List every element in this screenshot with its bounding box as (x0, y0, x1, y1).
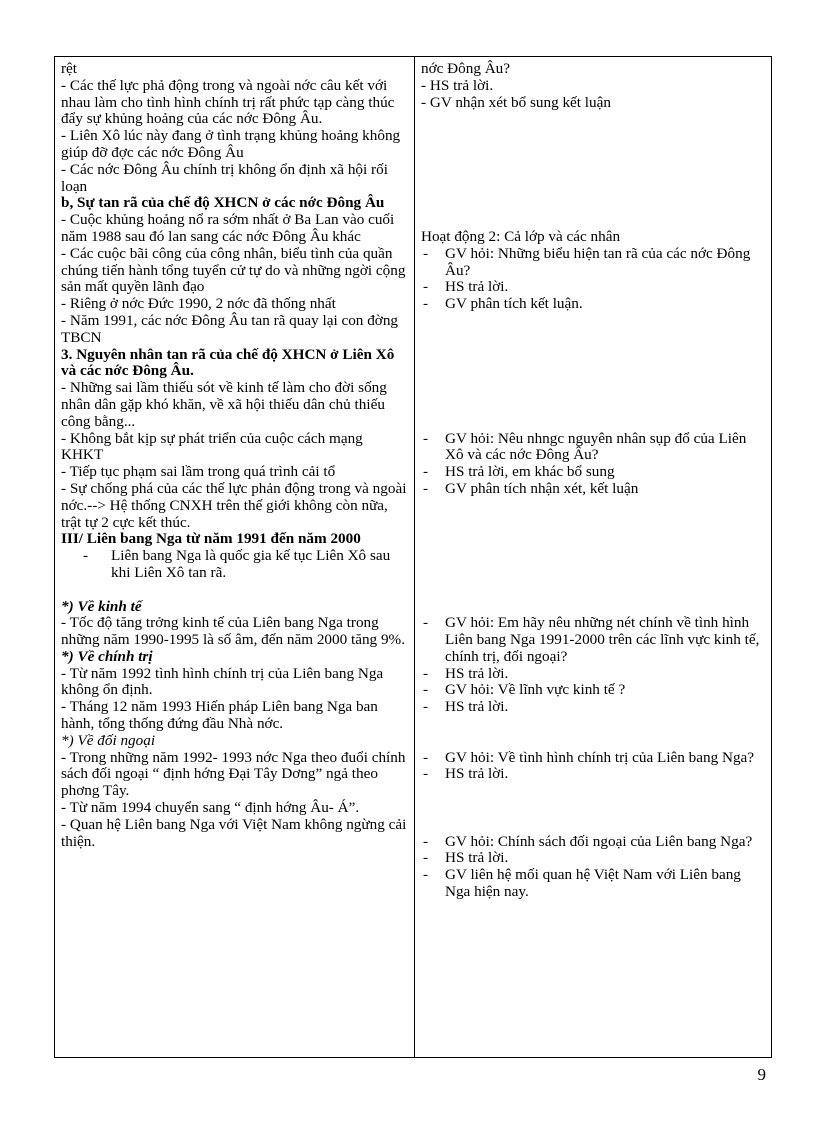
text-line: Hoạt động 2: Cả lớp và các nhân (421, 227, 621, 245)
spacer (421, 515, 767, 532)
subsection-heading: *) Về đối ngoại (61, 731, 156, 749)
bullet-text: GV hỏi: Em hãy nêu những nét chính về tình hình Liên bang Nga 1991-2000 trên các lĩnh vực kinh tế, chính trị, đối ngoại? (445, 614, 760, 665)
text-line: - Riêng ở nớc Đức 1990, 2 nớc đã thống nhất (61, 295, 336, 313)
spacer (421, 397, 767, 414)
bullet-item (421, 850, 767, 867)
dash-marker: - (423, 244, 429, 262)
bullet-text: GV hỏi: Những biểu hiện tan rã của các nớc Đông Âu? (445, 244, 751, 279)
bullet-item (421, 666, 767, 683)
bullet-text: HS trả lời. (445, 849, 509, 867)
bullet-item (421, 481, 767, 498)
spacer (421, 347, 767, 364)
text-line: - Từ năm 1992 tình hình chính trị của Liên bang Nga không ổn định. (61, 664, 384, 699)
spacer (421, 783, 767, 800)
bullet-text: HS trả lời. (445, 278, 509, 296)
spacer (421, 179, 767, 196)
content-column (61, 61, 407, 850)
spacer (421, 733, 767, 750)
section-heading: III/ Liên bang Nga từ năm 1991 đến năm 2000 (61, 530, 361, 548)
spacer (421, 145, 767, 162)
bullet-text: GV liên hệ mối quan hệ Việt Nam với Liên bang Nga hiện nay. (445, 866, 741, 901)
bullet-item (61, 548, 407, 582)
bullet-item (421, 296, 767, 313)
page-number: 9 (757, 1065, 766, 1084)
bullet-item (421, 682, 767, 699)
spacer (421, 363, 767, 380)
spacer (421, 800, 767, 817)
bullet-item (421, 431, 767, 465)
dash-marker: - (423, 866, 429, 884)
bullet-text: GV hỏi: Chính sách đối ngoại của Liên bang Nga? (445, 832, 753, 850)
spacer (421, 414, 767, 431)
dash-marker: - (423, 295, 429, 313)
spacer (421, 212, 767, 229)
section-heading: b, Sự tan rã của chế độ XHCN ở các nớc Đông Âu (61, 194, 385, 212)
bullet-item (421, 867, 767, 901)
text-line: - Sự chống phá của các thế lực phản động trong và ngoài nớc.--> Hệ thống CNXH trên thế giới không còn nữa, trật tự 2 cực kết thúc. (61, 479, 407, 531)
dash-marker: - (423, 479, 429, 497)
spacer (421, 128, 767, 145)
bullet-item (421, 834, 767, 851)
spacer (421, 599, 767, 616)
spacer (421, 380, 767, 397)
spacer (61, 582, 407, 599)
spacer (421, 548, 767, 565)
bullet-text: GV hỏi: Nêu nhngc nguyên nhân sụp đổ của Liên Xô và các nớc Đông Âu? (445, 429, 747, 464)
bullet-text: HS trả lời, em khác bổ sung (445, 463, 615, 481)
spacer (421, 565, 767, 582)
dash-marker: - (423, 849, 429, 867)
dash-marker: - (423, 463, 429, 481)
text-line: - Các cuộc bãi công của công nhân, biểu tình của quần chúng tiến hành tổng tuyển cử tự do và những ngời cộng sản mất quyền lãnh đạo (61, 244, 406, 296)
activity-column (421, 61, 767, 901)
bullet-item (421, 766, 767, 783)
spacer (421, 531, 767, 548)
text-line: - Tiếp tục phạm sai lầm trong quá trình cải tổ (61, 463, 336, 481)
subsection-heading: *) Về kinh tế (61, 597, 142, 615)
bullet-item (421, 279, 767, 296)
bullet-text: GV hỏi: Về tình hình chính trị của Liên bang Nga? (445, 748, 755, 766)
dash-marker: - (423, 698, 429, 716)
text-line: - Quan hệ Liên bang Nga với Việt Nam không ngừng cải thiện. (61, 815, 407, 850)
spacer (421, 582, 767, 599)
bullet-text: Liên bang Nga là quốc gia kế tục Liên Xô sau khi Liên Xô tan rã. (111, 547, 391, 581)
text-line: - Cuộc khủng hoảng nổ ra sớm nhất ở Ba Lan vào cuối năm 1988 sau đó lan sang các nớc Đông Âu khác (61, 211, 395, 245)
bullet-item (421, 615, 767, 665)
text-line: - Tháng 12 năm 1993 Hiến pháp Liên bang Nga ban hành, tổng thống đứng đầu Nhà nớc. (61, 698, 378, 733)
spacer (421, 111, 767, 128)
spacer (421, 162, 767, 179)
spacer (421, 716, 767, 733)
dash-marker: - (423, 681, 429, 699)
spacer (421, 817, 767, 834)
text-line: - Từ năm 1994 chuyển sang “ định hớng Âu- Á”. (61, 799, 360, 817)
text-line: - Các thế lực phả động trong và ngoài nớc câu kết với nhau làm cho tình hình chính trị rất phức tạp càng thúc đẩy sự khủng hoảng của các nớc Đông Âu. (61, 76, 395, 128)
subsection-heading: *) Về chính trị (61, 647, 153, 665)
bullet-item (421, 464, 767, 481)
section-heading: 3. Nguyên nhân tan rã của chế độ XHCN ở Liên Xô và các nớc Đông Âu. (61, 345, 395, 380)
text-line: rệt (61, 60, 78, 77)
spacer (421, 195, 767, 212)
bullet-text: HS trả lời. (445, 765, 509, 783)
lesson-table (54, 56, 772, 1058)
spacer (421, 330, 767, 347)
spacer (421, 313, 767, 330)
bullet-text: GV phân tích nhận xét, kết luận (445, 479, 639, 497)
bullet-text: GV phân tích kết luận. (445, 295, 583, 313)
bullet-text: GV hỏi: Về lĩnh vực kinh tế ? (445, 681, 626, 699)
text-line: - Tốc độ tăng trởng kinh tế của Liên bang Nga trong những năm 1990-1995 là số âm, đến năm 2000 tăng 9%. (61, 614, 405, 649)
dash-marker: - (423, 748, 429, 766)
dash-marker: - (423, 664, 429, 682)
spacer (421, 498, 767, 515)
bullet-item (421, 699, 767, 716)
column-divider (414, 57, 415, 1057)
bullet-item (421, 750, 767, 767)
text-line: - Các nớc Đông Âu chính trị không ổn định xã hội rối loạn (61, 160, 388, 195)
dash-marker: - (423, 765, 429, 783)
text-line: - Năm 1991, các nớc Đông Âu tan rã quay lại con đờng TBCN (61, 311, 399, 346)
text-line: - Liên Xô lúc này đang ở tình trạng khủng hoảng không giúp đỡ đợc các nớc Đông Âu (61, 127, 401, 161)
dash-marker: - (423, 278, 429, 296)
text-line: - HS trả lời. (421, 76, 494, 94)
dash-marker: - (423, 429, 429, 447)
text-line: - Những sai lầm thiếu sót về kinh tế làm cho đời sống nhân dân gặp khó khăn, về xã hội thiếu dân chủ thiếu công bằng... (61, 379, 387, 430)
dash-marker: - (423, 832, 429, 850)
text-line: - Trong những năm 1992- 1993 nớc Nga theo đuổi chính sách đối ngoại “ định hớng Đại Tây Dơng” ngả theo phơng Tây. (61, 748, 406, 800)
dash-marker: - (83, 547, 89, 565)
bullet-text: HS trả lời. (445, 698, 509, 716)
dash-marker: - (423, 614, 429, 632)
text-line: - GV nhận xét bổ sung kết luận (421, 93, 611, 111)
text-line: - Không bắt kịp sự phát triển của cuộc cách mạng KHKT (61, 429, 363, 464)
text-line: nớc Đông Âu? (421, 60, 511, 77)
bullet-item (421, 246, 767, 280)
bullet-text: HS trả lời. (445, 664, 509, 682)
